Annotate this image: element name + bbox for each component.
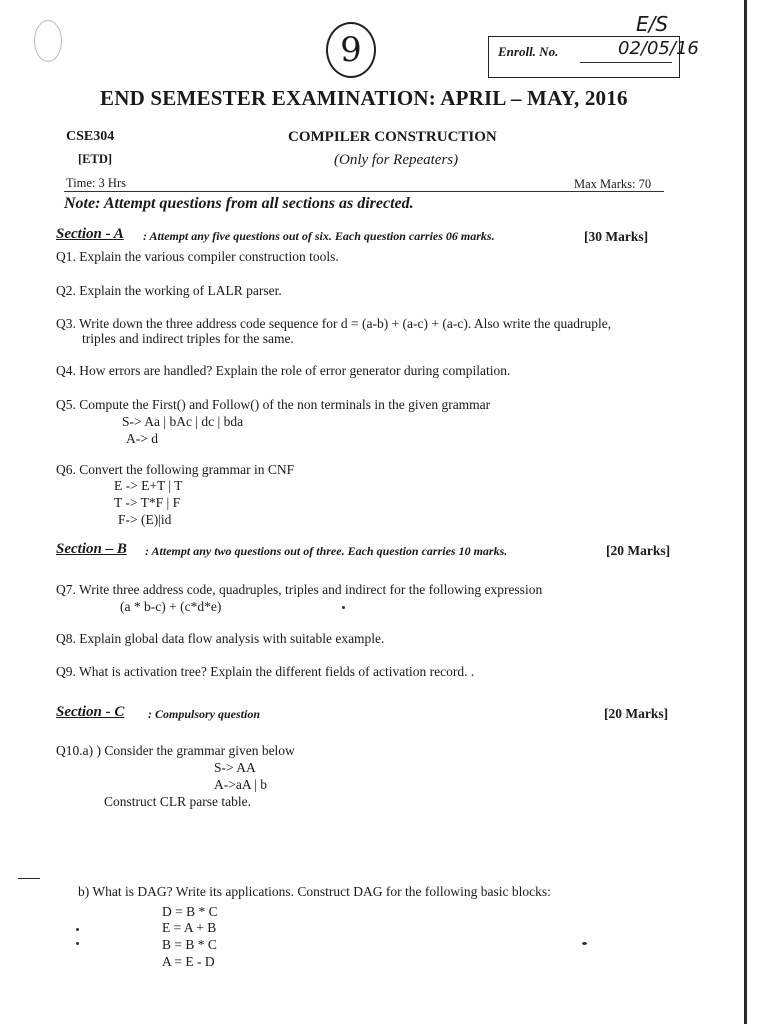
question-10b: b) What is DAG? Write its applications. Construct DAG for the following basic blocks:	[78, 884, 551, 899]
handwritten-margin-note: E/S	[636, 12, 669, 36]
section-a-title: Section - A	[56, 226, 124, 242]
course-code: CSE304	[66, 129, 115, 144]
margin-mark	[18, 878, 40, 879]
course-title: COMPILER CONSTRUCTION	[288, 129, 497, 145]
enroll-line	[580, 62, 672, 63]
scan-speck	[76, 942, 79, 945]
expression: (a * b-c) + (c*d*e)	[120, 599, 222, 614]
exam-note: Note: Attempt questions from all sections as directed.	[64, 195, 414, 212]
grammar-line: A-> d	[126, 431, 158, 446]
question-6: Q6. Convert the following grammar in CNF	[56, 462, 295, 477]
question-3-cont: triples and indirect triples for the same.	[82, 331, 294, 346]
scan-speck	[342, 606, 345, 609]
section-c-title: Section - C	[56, 704, 125, 720]
section-a-instruction: : Attempt any five questions out of six. Each question carries 06 marks.	[143, 229, 495, 243]
grammar-line: F-> (E)|id	[118, 512, 172, 527]
question-7: Q7. Write three address code, quadruples, triples and indirect for the following expression	[56, 582, 543, 597]
grammar-line: E -> E+T | T	[114, 478, 183, 493]
question-8: Q8. Explain global data flow analysis with suitable example.	[56, 631, 385, 646]
question-5: Q5. Compute the First() and Follow() of the non terminals in the given grammar	[56, 397, 491, 412]
max-marks: Max Marks: 70	[574, 177, 652, 191]
section-b-marks: [20 Marks]	[606, 543, 671, 558]
enroll-label: Enroll. No.	[498, 44, 559, 59]
section-b-instruction: : Attempt any two questions out of three. Each question carries 10 marks.	[145, 544, 508, 558]
question-2: Q2. Explain the working of LALR parser.	[56, 283, 282, 298]
course-subtitle: (Only for Repeaters)	[334, 152, 459, 168]
enroll-value: 02/05/16	[618, 38, 699, 59]
grammar-line: S-> Aa | bAc | dc | bda	[122, 414, 244, 429]
punch-hole	[34, 20, 62, 62]
grammar-line: S-> AA	[214, 760, 256, 775]
question-3: Q3. Write down the three address code sequence for d = (a-b) + (a-c) + (a-c). Also write the quadruple,	[56, 316, 612, 331]
section-c-instruction: : Compulsory question	[148, 707, 261, 721]
section-c-marks: [20 Marks]	[604, 706, 669, 721]
scan-speck	[76, 928, 79, 931]
grammar-line: T -> T*F | F	[114, 495, 181, 510]
question-10a: Q10.a) ) Consider the grammar given below	[56, 743, 295, 758]
section-a-marks: [30 Marks]	[584, 229, 649, 244]
course-type: [ETD]	[78, 152, 113, 166]
handwritten-circled-number: 9	[326, 22, 376, 78]
dag-block-line: A = E - D	[162, 954, 215, 969]
section-b-title: Section – B	[56, 541, 127, 557]
dag-block-line: D = B * C	[162, 904, 218, 919]
scan-edge	[744, 0, 747, 1024]
grammar-line: A->aA | b	[214, 777, 268, 792]
exam-time: Time: 3 Hrs	[66, 176, 126, 190]
scan-speck	[582, 942, 587, 945]
question-9: Q9. What is activation tree? Explain the different fields of activation record. .	[56, 664, 475, 679]
dag-block-line: B = B * C	[162, 937, 217, 952]
question-1: Q1. Explain the various compiler construction tools.	[56, 249, 339, 264]
exam-title: END SEMESTER EXAMINATION: APRIL – MAY, 2016	[100, 86, 628, 110]
question-10a-task: Construct CLR parse table.	[104, 794, 251, 809]
question-4: Q4. How errors are handled? Explain the role of error generator during compilation.	[56, 363, 511, 378]
dag-block-line: E = A + B	[162, 920, 217, 935]
header-rule	[64, 191, 664, 192]
